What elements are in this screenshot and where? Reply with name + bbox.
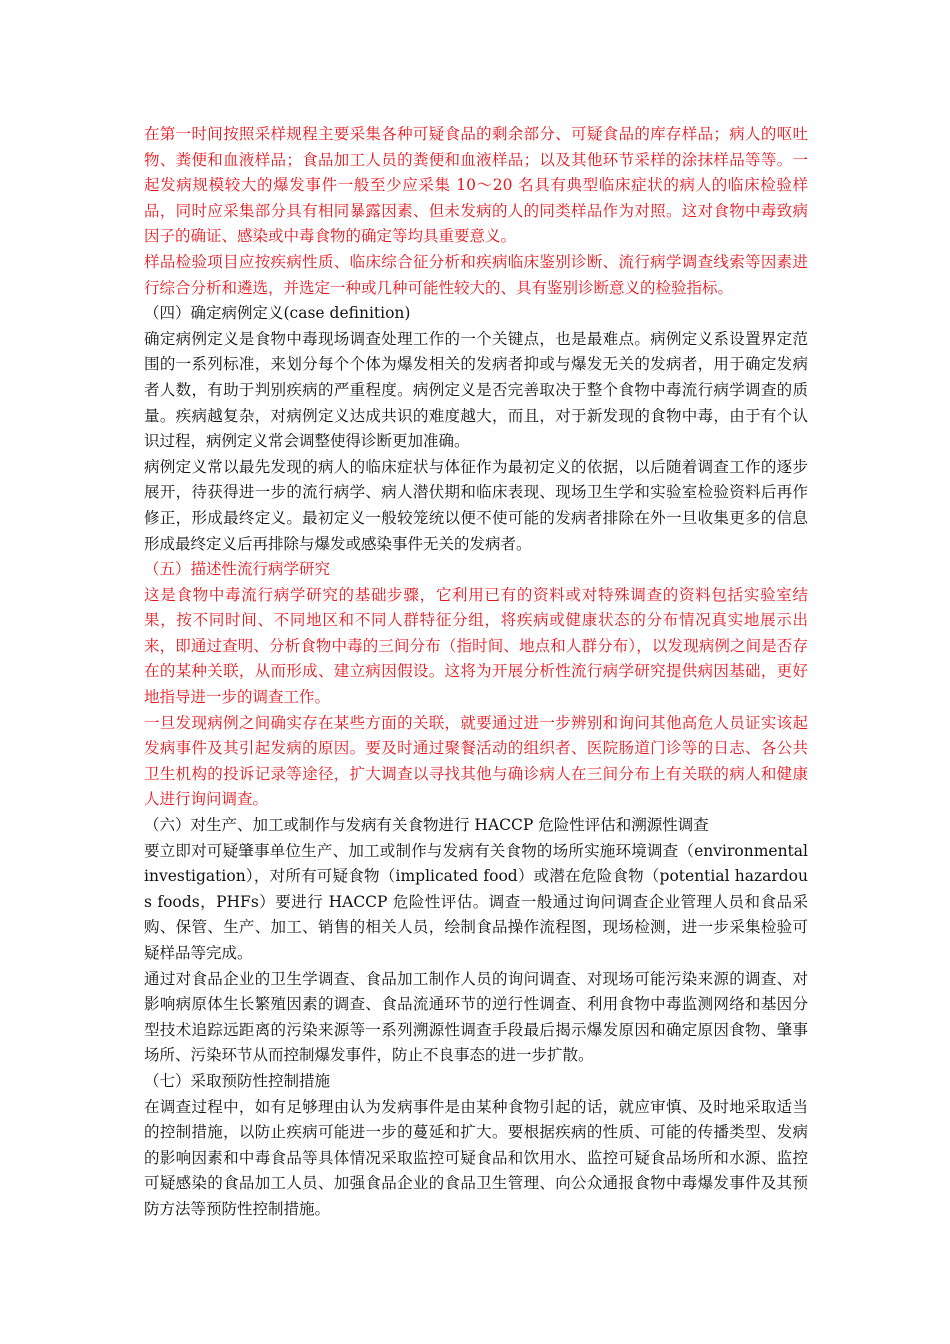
section-heading-case-definition: （四）确定病例定义(case definition)	[144, 304, 411, 323]
section-heading-descriptive-epidemiology: （五）描述性流行病学研究	[144, 560, 331, 579]
section-heading-control-measures: （七）采取预防性控制措施	[144, 1071, 331, 1090]
paragraph-control-measures: 在调查过程中，如有足够理由认为发病事件是由某种食物引起的话，就应审慎、及时地采取适当的控制措施，以防止疾病可能进一步的蔓延和扩大。要根据疾病的性质、可能的传播类型、发病的影响因素和中毒食品等具体情况采取监控可疑食品和饮用水、监控可疑食品场所和水源、监控可疑感染的食品加工人员、加强食品企业的食品卫生管理、向公众通报食物中毒爆发事件及其预防方法等预防性控制措施。	[144, 1097, 808, 1218]
document-body	[144, 122, 808, 1223]
paragraph-case-definition-revision: 病例定义常以最先发现的病人的临床症状与体征作为最初定义的依据，以后随着调查工作的逐步展开，待获得进一步的流行病学、病人潜伏期和临床表现、现场卫生学和实验室检验资料后再作修正，形成最终定义。最初定义一般较笼统以便不使可能的发病者排除在外一旦收集更多的信息形成最终定义后再排除与爆发或感染事件无关的发病者。	[144, 457, 808, 553]
paragraph-sample-testing: 样品检验项目应按疾病性质、临床综合征分析和疾病临床鉴别诊断、流行病学调查线索等因素进行综合分析和遴选，并选定一种或几种可能性较大的、具有鉴别诊断意义的检验指标。	[144, 252, 808, 297]
paragraph-environmental-investigation: 要立即对可疑肇事单位生产、加工或制作与发病有关食物的场所实施环境调查（environmental investigation），对所有可疑食物（implicated food）或潜在危险食物（potential hazardous foods，PHFs）要进行 HACCP 危险性评估。调查一般通过询问调查企业管理人员和食品采购、保管、生产、加工、销售的相关人员，绘制食品操作流程图，现场检测，进一步采集检验可疑样品等完成。	[144, 841, 808, 962]
paragraph-descriptive-epidemiology: 这是食物中毒流行病学研究的基础步骤，它利用已有的资料或对特殊调查的资料包括实验室结果，按不同时间、不同地区和不同人群特征分组，将疾病或健康状态的分布情况真实地展示出来，即通过查明、分析食物中毒的三间分布（指时间、地点和人群分布），以发现病例之间是否存在的某种关联，从而形成、建立病因假设。这将为开展分析性流行病学研究提供病因基础，更好地指导进一步的调查工作。	[144, 585, 808, 707]
paragraph-association-investigation: 一旦发现病例之间确实存在某些方面的关联，就要通过进一步辨别和询问其他高危人员证实该起发病事件及其引起发病的原因。要及时通过聚餐活动的组织者、医院肠道门诊等的日志、各公共卫生机构的投诉记录等途径，扩大调查以寻找其他与确诊病人在三间分布上有关联的病人和健康人进行询问调查。	[144, 713, 808, 809]
section-heading-haccp: （六）对生产、加工或制作与发病有关食物进行 HACCP 危险性评估和溯源性调查	[144, 816, 709, 835]
paragraph-sample-collection: 在第一时间按照采样规程主要采集各种可疑食品的剩余部分、可疑食品的库存样品；病人的呕吐物、粪便和血液样品；食品加工人员的粪便和血液样品；以及其他环节采样的涂抹样品等等。一起发病规模较大的爆发事件一般至少应采集 10～20 名具有典型临床症状的病人的临床检验样品，同时应采集部分具有相同暴露因素、但未发病的人的同类样品作为对照。这对食物中毒致病因子的确证、感染或中毒食物的确定等均具重要意义。	[144, 125, 808, 246]
paragraph-case-definition-intro: 确定病例定义是食物中毒现场调查处理工作的一个关键点，也是最难点。病例定义系设置界定范围的一系列标准，来划分每个个体为爆发相关的发病者抑或与爆发无关的发病者，用于确定发病者人数，有助于判别疾病的严重程度。病例定义是否完善取决于整个食物中毒流行病学调查的质量。疾病越复杂，对病例定义达成共识的难度越大，而且，对于新发现的食物中毒，由于有个认识过程，病例定义常会调整使得诊断更加准确。	[144, 329, 808, 451]
paragraph-traceback-investigation: 通过对食品企业的卫生学调查、食品加工制作人员的询问调查、对现场可能污染来源的调查、对影响病原体生长繁殖因素的调查、食品流通环节的逆行性调查、利用食物中毒监测网络和基因分型技术追踪远距离的污染来源等一系列溯源性调查手段最后揭示爆发原因和确定原因食物、肇事场所、污染环节从而控制爆发事件，防止不良事态的进一步扩散。	[144, 969, 808, 1065]
